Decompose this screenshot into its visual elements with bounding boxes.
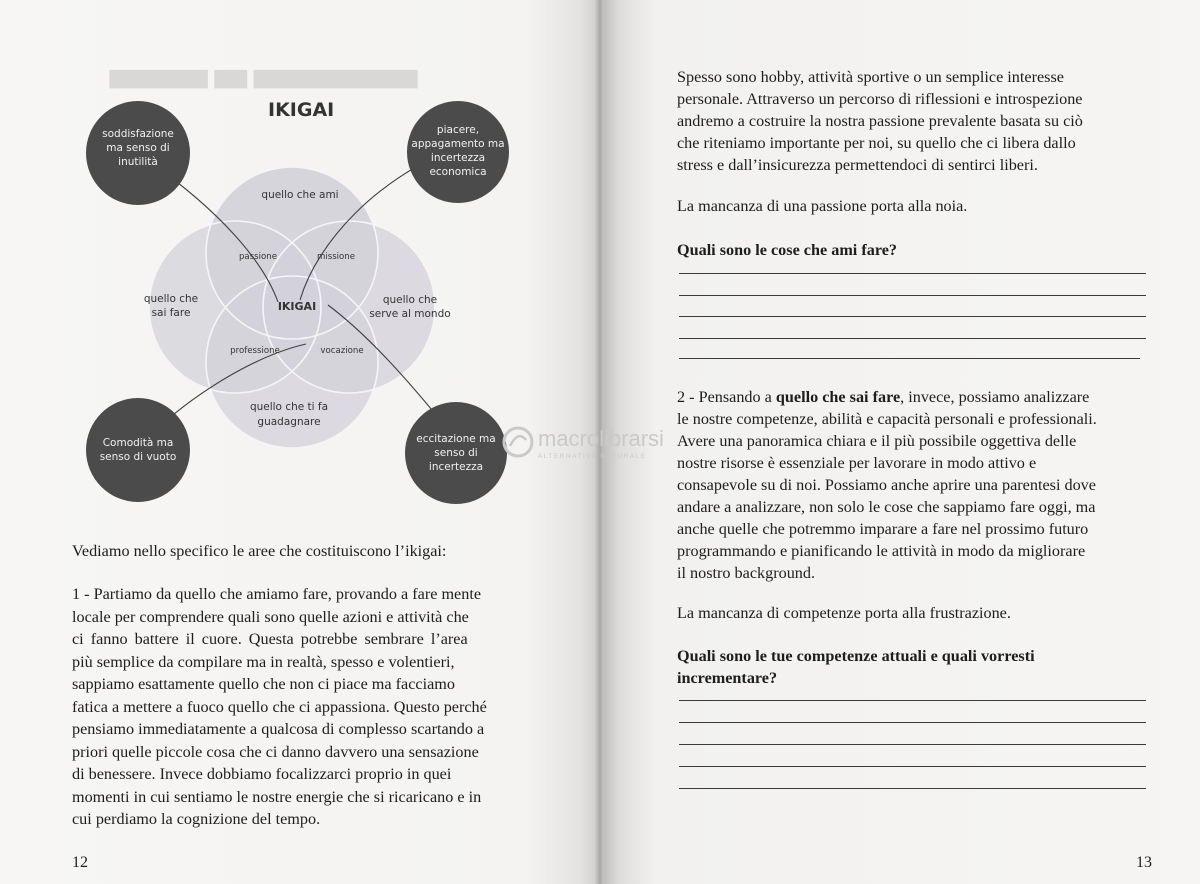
answer-line[interactable] (679, 722, 1146, 723)
answer-line[interactable] (679, 295, 1146, 296)
svg-text:senso di vuoto: senso di vuoto (99, 451, 177, 463)
answer-line[interactable] (679, 700, 1146, 701)
label-paid-1: quello che ti fa (249, 401, 329, 413)
svg-text:Comodità ma: Comodità ma (102, 437, 174, 449)
svg-text:appagamento ma: appagamento ma (411, 138, 505, 150)
outer-circle-top-right (407, 101, 509, 203)
svg-text:senso di: senso di (434, 447, 478, 459)
diagram-title: IKIGAI (268, 99, 335, 121)
left-page: ▆▆▆▆▆▆ ▆▆ ▆▆▆▆▆▆▆▆▆▆ IKIGAI quello che ami quello che sai fare quello che serve al mondo quello che ti fa guadagnare passione missione professione vocazione IKIGAI soddisfazione ma senso di inutilità piacere, appagamento ma incertezza economica Comodità ma senso di vuoto eccitazione ma senso di incertezza Vediamo nello specifico le aree che costituiscono l’ikigai: 1 - Partiamo da quello che amiamo fare, provando a fare mente locale per comprendere quali sono quelle azioni e attività che ci fanno battere il cuore. Questa potrebbe sembrare l’area più semplice da compilare ma in realtà, spesso e volentieri, sappiamo esattamente quello che non ci piace ma facciamo fatica a mettere a fuoco quello che ci appassiona. Questo perché pensiamo immediatamente a qualcosa di complesso scartando a priori quelle piccole cosa che ci danno davvero una sensazione di benessere. Invece dobbiamo focalizzarci proprio in quei momenti in cui sentiamo le nostre energie che si ricaricano e in cui perdiamo la cognizione del tempo. 12 (0, 0, 598, 884)
label-passion: passione (238, 252, 278, 262)
svg-text:macrolibrarsi: macrolibrarsi (538, 426, 664, 451)
outer-circle-bottom-left (86, 398, 190, 502)
label-center-ikigai: IKIGAI (277, 300, 317, 313)
outer-circle-bottom-right (405, 402, 507, 504)
passion-boredom-sentence: La mancanza di una passione porta alla noia. (677, 197, 968, 215)
faded-bleed-title: ▆▆▆▆▆▆ ▆▆ ▆▆▆▆▆▆▆▆▆▆ (110, 66, 418, 88)
svg-text:eccitazione ma: eccitazione ma (416, 433, 496, 445)
page-number-right: 13 (1136, 854, 1152, 871)
question-2-line-1: Quali sono le tue competenze attuali e quali vorresti (677, 647, 1035, 665)
label-world-2: serve al mondo (369, 308, 451, 320)
watermark (498, 420, 698, 475)
ikigai-diagram (78, 90, 518, 510)
label-profession: professione (230, 346, 280, 356)
answer-line[interactable] (679, 338, 1146, 339)
answer-line[interactable] (679, 273, 1146, 274)
svg-text:ALTERNATIVA NATURALE: ALTERNATIVA NATURALE (538, 453, 647, 460)
svg-text:ma senso di: ma senso di (106, 142, 170, 154)
answer-line[interactable] (679, 358, 1140, 359)
question-1: Quali sono le cose che ami fare? (677, 241, 898, 259)
label-mission: missione (316, 252, 356, 262)
label-paid-2: guadagnare (257, 416, 321, 428)
label-skill-1: quello che (143, 293, 199, 305)
intro-paragraph: Vediamo nello specifico le aree che costituiscono l’ikigai: (72, 542, 447, 560)
right-page: Spesso sono hobby, attività sportive o un semplice interesse personale. Attraverso un percorso di riflessioni e introspezione andremo a costruire la nostra passione prevalente basata su ciò che riteniamo importante per noi, su quello che ci libera dallo stress e dall’insicurezza permettendoci di sentirci liberi. La mancanza di una passione porta alla noia. Quali sono le cose che ami fare? 2 - Pensando a quello che sai fare, invece, possiamo analizzare le nostre competenze, abilità e capacità personali e professionali. Avere una panoramica chiara e il più possibile oggettiva delle nostre risorse è essenziale per lavorare in modo attivo e consapevole su di noi. Possiamo anche aprire una parentesi dove andare a analizzare, non solo le cose che sappiamo fare oggi, ma anche quelle che potremmo imparare a fare nel prossimo futuro programmando e pianificando le attività in modo da migliorare il nostro background. La mancanza di competenze porta alla frustrazione. Quali sono le tue competenze attuali e quali vorresti incrementare? 13 (602, 0, 1200, 884)
answer-line[interactable] (679, 744, 1146, 745)
label-skill-2: sai fare (151, 307, 191, 319)
label-vocation: vocazione (320, 346, 364, 356)
label-world-1: quello che (382, 294, 438, 306)
outer-circle-top-left (86, 101, 190, 205)
answer-line[interactable] (679, 316, 1146, 317)
skills-frustration-sentence: La mancanza di competenze porta alla frustrazione. (677, 604, 1011, 622)
label-love: quello che ami (261, 189, 339, 201)
page-number-left: 12 (72, 854, 88, 871)
svg-text:incertezza: incertezza (430, 152, 486, 164)
answer-line[interactable] (679, 766, 1146, 767)
svg-text:economica: economica (429, 166, 487, 178)
svg-text:piacere,: piacere, (436, 124, 480, 136)
answer-line[interactable] (679, 788, 1146, 789)
svg-text:incertezza: incertezza (428, 461, 484, 473)
svg-text:soddisfazione: soddisfazione (102, 128, 174, 140)
svg-text:inutilità: inutilità (118, 156, 158, 168)
question-2-line-2: incrementare? (677, 669, 778, 687)
watermark-logo-icon (498, 420, 698, 470)
